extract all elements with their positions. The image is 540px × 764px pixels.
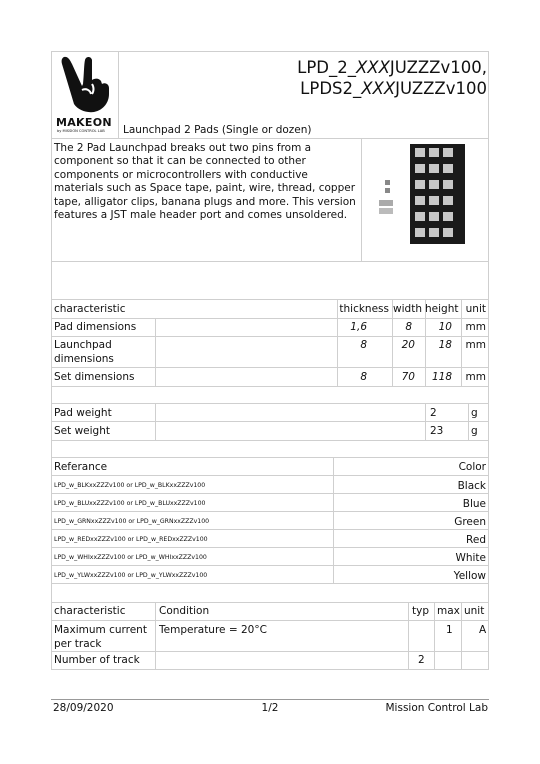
dim-row-width: 8 (405, 321, 412, 333)
weight-row-label: Pad weight (54, 407, 112, 419)
logo-text: MAKEON (56, 116, 112, 129)
page-title (297, 57, 487, 99)
dim-row-width: 20 (401, 339, 415, 351)
dim-row-unit: mm (465, 321, 486, 333)
dim-row-thickness: 1,6 (350, 321, 367, 333)
title-line1-prefix: LPD_2_ (297, 58, 356, 77)
product-description: The 2 Pad Launchpad breaks out two pins from a component so that it can be connected to other components or microcontrollers with conductive materials such as Space tape, paint, wire, thread, copper tape, alligator clips, banana plugs and more. This version features a JST male header port and comes unsoldered. (54, 142, 356, 222)
dim-header-height: height (425, 303, 459, 315)
ref-row-color: Green (454, 516, 486, 528)
dim-row-thickness: 8 (360, 371, 367, 383)
title-line1-suffix: JUZZZv100, (389, 58, 487, 77)
dim-row-height: 10 (438, 321, 452, 333)
dim-header-characteristic: characteristic (54, 303, 126, 315)
weight-row-value: 2 (430, 407, 437, 419)
dim-row-height: 18 (438, 339, 452, 351)
dim-row-unit: mm (465, 371, 486, 383)
title-line1-italic: XXX (356, 58, 390, 77)
footer-date: 28/09/2020 (53, 702, 114, 714)
dim-row-width: 70 (401, 371, 415, 383)
title-line2-prefix: LPDS2_ (300, 79, 362, 98)
footer-company: Mission Control Lab (385, 702, 488, 714)
ref-row-code: LPD_w_WHIxxZZZv100 or LPD_w_WHIxxZZZv100 (54, 554, 207, 561)
ref-row-code: LPD_w_REDxxZZZv100 or LPD_w_REDxxZZZv100 (54, 536, 208, 543)
ref-row-color: Red (466, 534, 486, 546)
elec-row-condition: Temperature = 20°C (159, 624, 267, 636)
elec-header-typ: typ (412, 605, 429, 617)
ref-row-code: LPD_w_YLWxxZZZv100 or LPD_w_YLWxxZZZv100 (54, 572, 208, 579)
ref-header-color: Color (458, 461, 486, 473)
title-line2-italic: XXX (361, 79, 396, 98)
dim-row-thickness: 8 (360, 339, 367, 351)
page-subtitle: Launchpad 2 Pads (Single or dozen) (123, 124, 312, 136)
elec-header-condition: Condition (159, 605, 210, 617)
footer-page-number: 1/2 (261, 702, 279, 714)
product-image (365, 142, 485, 257)
dim-row-label: Launchpad dimensions (54, 339, 114, 365)
dim-row-label: Pad dimensions (54, 321, 137, 333)
dim-header-width: width (393, 303, 422, 315)
dim-row-label: Set dimensions (54, 371, 135, 383)
elec-row-label: Number of track (54, 654, 140, 666)
dim-header-unit: unit (465, 303, 486, 315)
elec-header-characteristic: characteristic (54, 605, 126, 617)
elec-row-typ: 2 (418, 654, 425, 666)
weight-row-value: 23 (430, 425, 444, 437)
title-line2-suffix: JUZZZv100 (395, 79, 487, 98)
hand-gesture-icon (54, 54, 116, 116)
logo-subtext: by MISSION CONTROL LAB (57, 129, 105, 133)
dim-row-unit: mm (465, 339, 486, 351)
weight-row-unit: g (471, 425, 478, 437)
elec-row-label: Maximum current per track (54, 624, 147, 650)
ref-row-code: LPD_w_BLKxxZZZv100 or LPD_w_BLKxxZZZv100 (54, 482, 206, 489)
ref-row-color: Blue (462, 498, 486, 510)
elec-row-unit: A (479, 624, 487, 636)
ref-header-reference: Referance (54, 461, 108, 473)
elec-row-max: 1 (446, 624, 453, 636)
dim-header-thickness: thickness (339, 303, 389, 315)
ref-row-color: White (455, 552, 486, 564)
ref-row-color: Yellow (453, 570, 486, 582)
weight-row-unit: g (471, 407, 478, 419)
ref-row-code: LPD_w_GRNxxZZZv100 or LPD_w_GRNxxZZZv100 (54, 518, 210, 525)
makeon-logo (54, 54, 116, 136)
ref-row-color: Black (457, 480, 486, 492)
elec-header-unit: unit (464, 605, 485, 617)
dim-row-height: 118 (431, 371, 452, 383)
ref-row-code: LPD_w_BLUxxZZZv100 or LPD_w_BLUxxZZZv100 (54, 500, 206, 507)
weight-row-label: Set weight (54, 425, 110, 437)
elec-header-max: max (437, 605, 460, 617)
